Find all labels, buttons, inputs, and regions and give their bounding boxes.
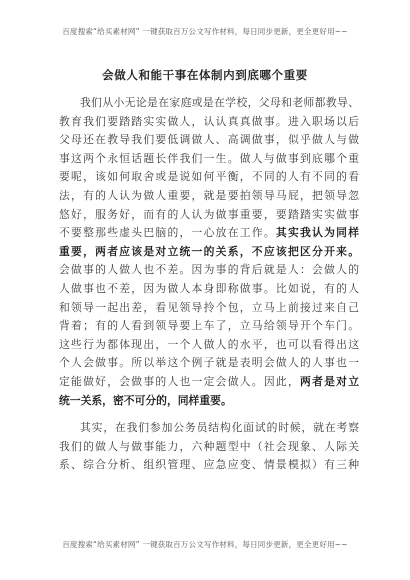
article-body bbox=[59, 94, 359, 475]
paragraph-1-line-15: 个人会做事。所以举这个例子就是表明会做人的人事也一 bbox=[59, 356, 359, 370]
paragraph-1-line-8 bbox=[59, 224, 359, 243]
paragraph-1-line-7: 悠好，服务好，而有的人认为做事重要，要踏踏实实做事 bbox=[59, 207, 359, 221]
paragraph-1-line-16 bbox=[59, 373, 359, 392]
paragraph-spacer bbox=[59, 410, 359, 419]
bold-emphasis: 统一关系，密不可分的，同样重要。 bbox=[59, 393, 232, 407]
paragraph-2-line-2: 我们的做人与做事能力，六种题型中（社会现象、人际关 bbox=[59, 439, 359, 453]
document-title: 会做人和能干事在体制内到底哪个重要 bbox=[102, 68, 308, 82]
paragraph-1-line-4: 事这两个永恒话题长伴我们一生。做人与做事到底哪个重 bbox=[59, 151, 359, 165]
paragraph-1-line-5: 要呢，该如何取舍或是说如何平衡，不同的人有不同的看 bbox=[59, 170, 359, 184]
plain-text: 不要整那些虚头巴脑的，一心放在工作。 bbox=[59, 226, 276, 240]
paragraph-2-line-1: 其实，在我们参加公务员结构化面试的时候，就在考察 bbox=[80, 421, 359, 435]
plain-text: 定能做好，会做事的人也一定会做人。因此， bbox=[59, 374, 301, 388]
paragraph-1-line-2: 教育我们要踏踏实实做人，认认真真做事。进入职场以后 bbox=[59, 114, 359, 128]
bold-emphasis: 两者是对立 bbox=[300, 374, 359, 388]
paragraph-2-line-3: 系、综合分析、组织管理、应急应变、情景模拟）有三种 bbox=[59, 458, 359, 472]
page-header-ad: 百度搜索“给买素材网” 一键获取百万公文写作材料，每日同步更新，更全更好用~~ bbox=[62, 27, 348, 36]
bold-emphasis: 其实我认为同样 bbox=[275, 226, 359, 240]
paragraph-1-line-6: 法，有的人认为做人重要，就是要拍领导马屁，把领导忽 bbox=[59, 188, 359, 202]
paragraph-1-line-3: 父母还在教导我们要低调做人、高调做事，似乎做人与做 bbox=[59, 133, 359, 147]
paragraph-1-line-1: 我们从小无论是在家庭或是在学校，父母和老师都教导、 bbox=[80, 96, 359, 109]
page-footer-ad: 百度搜索“给买素材网” 一键获取百万公文写作材料，每日同步更新，更全更好用~~ bbox=[62, 540, 348, 549]
bold-emphasis: 重要，两者应该是对立统一的关系，不应该把区分开来。 bbox=[59, 244, 359, 258]
paragraph-1-line-12: 和领导一起出差，看见领导拎个包，立马上前接过来自己 bbox=[59, 300, 359, 314]
paragraph-1-line-14: 这些行为都体现出，一个人做人的水平，也可以看得出这 bbox=[59, 337, 359, 351]
paragraph-1-line-17 bbox=[59, 392, 359, 411]
paragraph-1-line-9 bbox=[59, 243, 359, 262]
paragraph-1-line-10: 会做事的人做人也不差。因为事的背后就是人：会做人的 bbox=[59, 263, 359, 277]
paragraph-1-line-11: 人做事也不差，因为做人本身即称做事。比如说，有的人 bbox=[59, 281, 359, 295]
paragraph-1-line-13: 背着；有的人看到领导要上车了，立马给领导开个车门。 bbox=[59, 319, 359, 333]
